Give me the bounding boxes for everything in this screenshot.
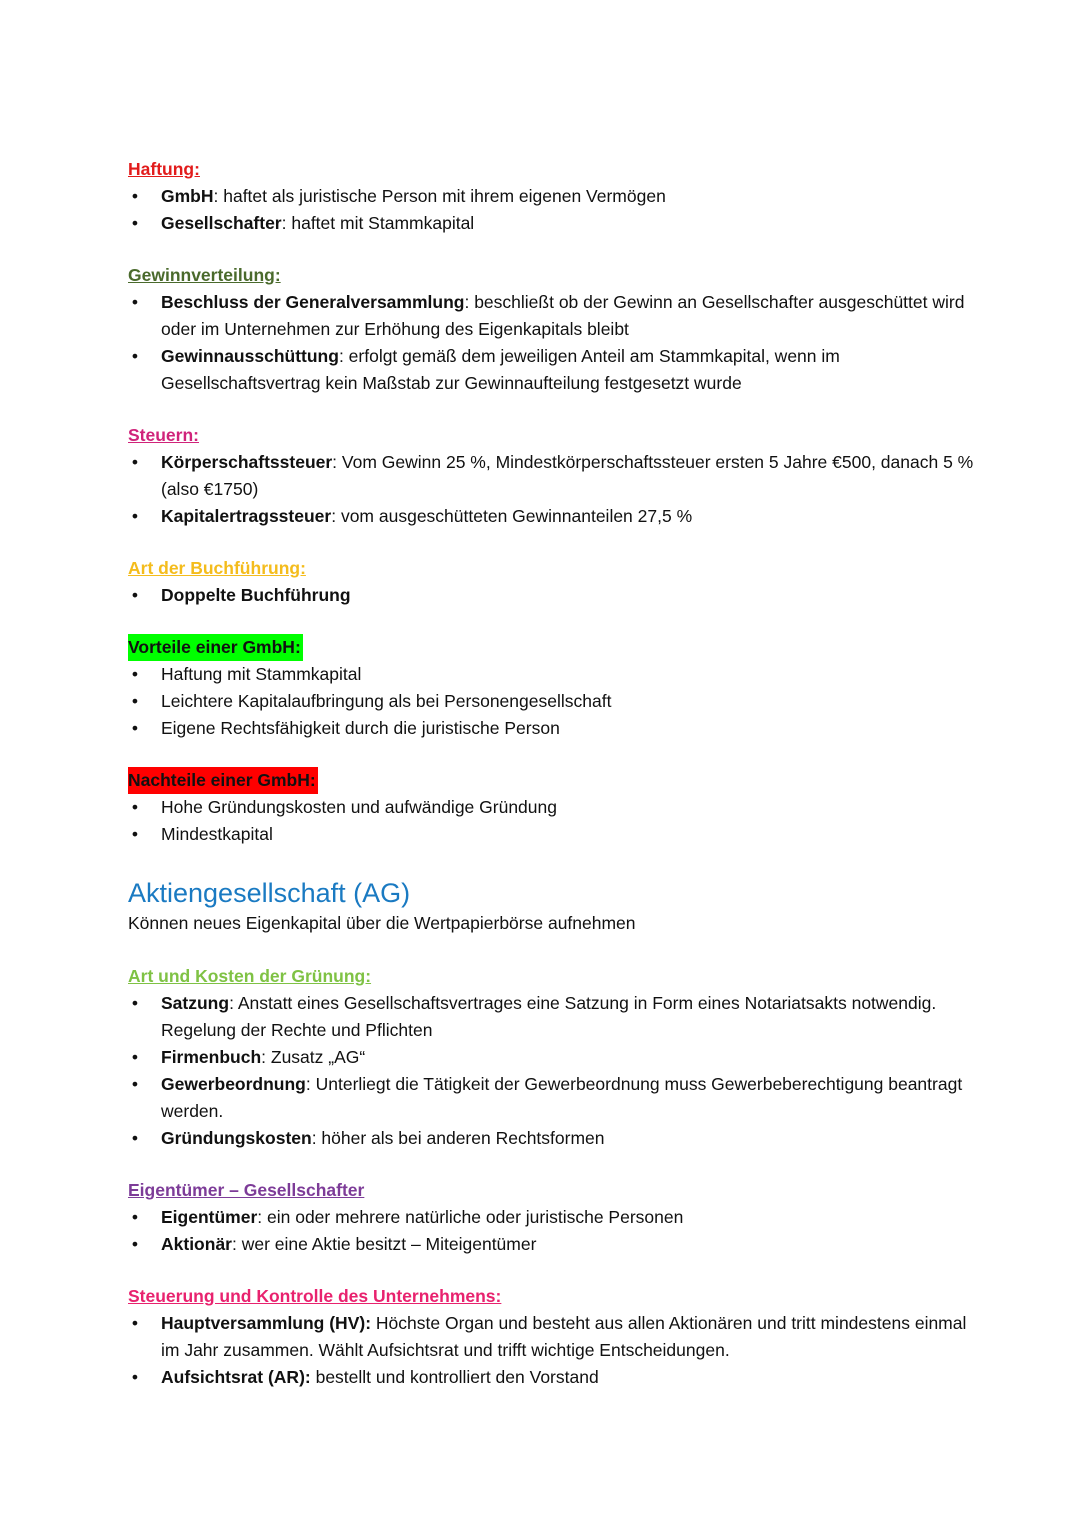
list-gruendung — [128, 990, 988, 1152]
bullet-icon: • — [131, 1313, 139, 1333]
heading-steuerung: Steuerung und Kontrolle des Unternehmens: — [128, 1286, 502, 1306]
bullet-icon: • — [131, 1234, 139, 1254]
item-text: : Zusatz „AG“ — [261, 1047, 366, 1067]
bullet-icon: • — [131, 292, 139, 312]
list-item — [128, 715, 988, 742]
section-haftung — [128, 156, 988, 237]
list-item — [128, 661, 988, 688]
item-text: : erfolgt gemäß dem jeweiligen Anteil am Stammkapital, wenn im Gesellschaftsvertrag kein Maßstab zur Gewinnaufteilung festgesetzt wurde — [161, 346, 840, 393]
heading-buchfuehrung: Art der Buchführung: — [128, 558, 306, 578]
bullet-icon: • — [131, 664, 139, 684]
bullet-icon: • — [131, 1207, 139, 1227]
list-item — [128, 1044, 988, 1071]
list-nachteile — [128, 794, 988, 848]
item-text: : vom ausgeschütteten Gewinnanteilen 27,5 % — [331, 506, 693, 526]
list-item — [128, 688, 988, 715]
list-item — [128, 1364, 988, 1391]
item-term: Aktionär — [161, 1234, 232, 1254]
item-text: Eigene Rechtsfähigkeit durch die juristische Person — [161, 718, 560, 738]
item-term: Beschluss der Generalversammlung — [161, 292, 465, 312]
heading-haftung: Haftung: — [128, 159, 200, 179]
item-text: : haftet als juristische Person mit ihrem eigenen Vermögen — [213, 186, 666, 206]
item-text: bestellt und kontrolliert den Vorstand — [310, 1367, 599, 1387]
item-text: Haftung mit Stammkapital — [161, 664, 362, 684]
item-term: Körperschaftssteuer — [161, 452, 333, 472]
section-vorteile — [128, 634, 988, 742]
list-haftung — [128, 183, 988, 237]
ag-subtitle: Können neues Eigenkapital über die Wertpapierbörse aufnehmen — [128, 913, 636, 933]
list-vorteile — [128, 661, 988, 742]
item-text: : haftet mit Stammkapital — [281, 213, 475, 233]
item-text: : Anstatt eines Gesellschaftsvertrages eine Satzung in Form eines Notariatsakts notwendig. Regelung der Rechte und Pflichten — [161, 993, 937, 1040]
list-item — [128, 449, 988, 503]
list-item — [128, 582, 988, 609]
bullet-icon: • — [131, 1047, 139, 1067]
bullet-icon: • — [131, 691, 139, 711]
section-buchfuehrung — [128, 555, 988, 609]
section-steuerung — [128, 1283, 988, 1391]
section-eigentuemer — [128, 1177, 988, 1258]
list-item — [128, 990, 988, 1044]
ag-title: Aktiengesellschaft (AG) — [128, 878, 411, 908]
item-term: Eigentümer — [161, 1207, 258, 1227]
item-text: : höher als bei anderen Rechtsformen — [311, 1128, 605, 1148]
item-term: Gewerbeordnung — [161, 1074, 306, 1094]
item-text: Hohe Gründungskosten und aufwändige Gründung — [161, 797, 557, 817]
section-steuern — [128, 422, 988, 530]
bullet-icon: • — [131, 993, 139, 1013]
bullet-icon: • — [131, 506, 139, 526]
heading-steuern: Steuern: — [128, 425, 199, 445]
item-term: Gründungskosten — [161, 1128, 312, 1148]
list-item — [128, 289, 988, 343]
item-text: Leichtere Kapitalaufbringung als bei Personengesellschaft — [161, 691, 612, 711]
heading-gruendung: Art und Kosten der Grünung: — [128, 966, 372, 986]
item-text: : wer eine Aktie besitzt – Miteigentümer — [231, 1234, 537, 1254]
bullet-icon: • — [131, 718, 139, 738]
heading-gewinnverteilung: Gewinnverteilung: — [128, 265, 281, 285]
item-term: Firmenbuch — [161, 1047, 262, 1067]
item-term: Doppelte Buchführung — [161, 585, 351, 605]
list-item — [128, 794, 988, 821]
list-eigentuemer — [128, 1204, 988, 1258]
item-text: : Vom Gewinn 25 %, Mindestkörperschaftssteuer ersten 5 Jahre €500, danach 5 % (also €1750) — [161, 452, 974, 499]
bullet-icon: • — [131, 797, 139, 817]
list-item — [128, 1204, 988, 1231]
bullet-icon: • — [131, 213, 139, 233]
bullet-icon: • — [131, 186, 139, 206]
list-steuerung — [128, 1310, 988, 1391]
list-item — [128, 821, 988, 848]
item-term: Aufsichtsrat (AR): — [161, 1367, 311, 1387]
list-buchfuehrung — [128, 582, 988, 609]
item-term: Gewinnausschüttung — [161, 346, 339, 366]
section-gewinnverteilung — [128, 262, 988, 397]
heading-nachteile: Nachteile einer GmbH: — [128, 767, 318, 794]
bullet-icon: • — [131, 1367, 139, 1387]
heading-eigentuemer: Eigentümer – Gesellschafter — [128, 1180, 365, 1200]
item-term: GmbH — [161, 186, 214, 206]
section-nachteile — [128, 767, 988, 848]
heading-vorteile: Vorteile einer GmbH: — [128, 634, 303, 661]
bullet-icon: • — [131, 1074, 139, 1094]
bullet-icon: • — [131, 452, 139, 472]
bullet-icon: • — [131, 346, 139, 366]
list-item — [128, 343, 988, 397]
item-term: Satzung — [161, 993, 230, 1013]
item-text: Mindestkapital — [161, 824, 273, 844]
section-gruendung — [128, 963, 988, 1152]
list-item — [128, 210, 988, 237]
document-content — [128, 156, 988, 1416]
item-text: Höchste Organ und besteht aus allen Aktionären und tritt mindestens einmal im Jahr zusammen. Wählt Aufsichtsrat und trifft wichtige Entscheidungen. — [161, 1313, 967, 1360]
list-item — [128, 1231, 988, 1258]
item-term: Hauptversammlung (HV): — [161, 1313, 372, 1333]
item-text: : beschließt ob der Gewinn an Gesellschafter ausgeschüttet wird oder im Unternehmen zur Erhöhung des Eigenkapitals bleibt — [161, 292, 965, 339]
list-item — [128, 1310, 988, 1364]
item-term: Kapitalertragssteuer — [161, 506, 332, 526]
list-gewinnverteilung — [128, 289, 988, 397]
list-item — [128, 183, 988, 210]
list-item — [128, 1125, 988, 1152]
list-steuern — [128, 449, 988, 530]
bullet-icon: • — [131, 1128, 139, 1148]
list-item — [128, 1071, 988, 1125]
bullet-icon: • — [131, 585, 139, 605]
item-term: Gesellschafter — [161, 213, 282, 233]
item-text: : Unterliegt die Tätigkeit der Gewerbeordnung muss Gewerbeberechtigung beantragt werden. — [161, 1074, 963, 1121]
list-item — [128, 503, 988, 530]
item-text: : ein oder mehrere natürliche oder juristische Personen — [257, 1207, 684, 1227]
bullet-icon: • — [131, 824, 139, 844]
